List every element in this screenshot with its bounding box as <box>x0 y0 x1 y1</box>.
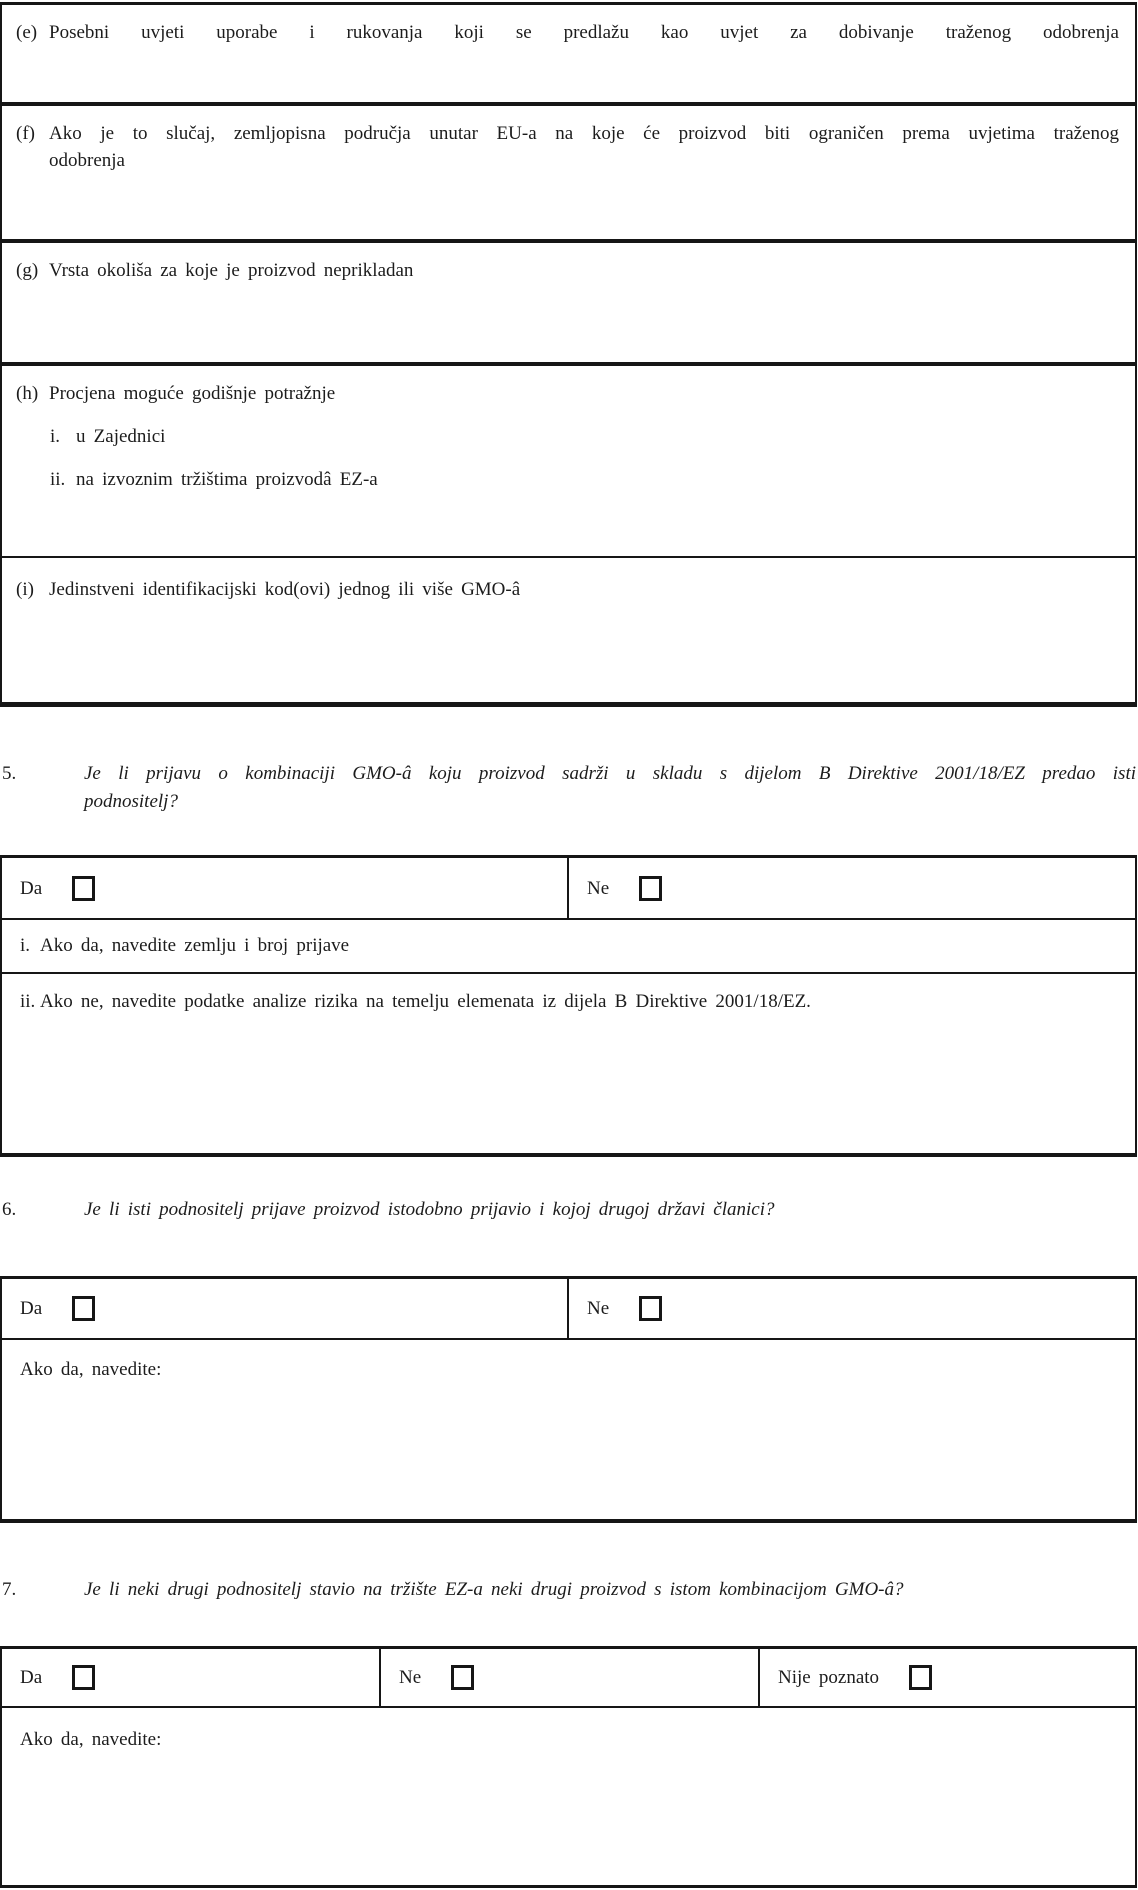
q7-ne-label: Ne <box>399 1667 422 1688</box>
q7-ne-checkbox[interactable] <box>451 1665 474 1690</box>
question-6-option-row <box>2 1279 1135 1340</box>
row-h-subitem-i-label: i. <box>50 426 61 447</box>
q7-option-da <box>2 1649 381 1706</box>
row-h-subitem-i-text: u Zajednici <box>76 426 166 447</box>
q7-option-nije-poznato <box>760 1649 1135 1706</box>
q5-option-da <box>2 858 569 918</box>
q6-ne-checkbox[interactable] <box>639 1296 662 1321</box>
q7-option-ne <box>381 1649 760 1706</box>
row-h-label: (h) <box>16 383 39 404</box>
row-h-subitem-i <box>50 423 1119 450</box>
row-f-text-line1: Ako je to slučaj, zemljopisna područja unutar EU-a na koje će proizvod biti ograničen prema uvjetima traženog <box>49 123 1119 144</box>
q6-followup <box>2 1340 1135 1519</box>
row-h-subitem-ii-text: na izvoznim tržištima proizvodâ EZ-a <box>76 469 378 490</box>
row-g <box>2 243 1135 366</box>
row-h-subitem-ii-label: ii. <box>50 469 66 490</box>
q7-answer-area <box>20 1753 1119 1890</box>
row-i-label: (i) <box>16 579 34 600</box>
q5-ne-checkbox[interactable] <box>639 876 662 901</box>
q5-followup-i-label: i. <box>20 935 31 956</box>
question-7 <box>0 1576 1138 1604</box>
row-h <box>2 366 1135 558</box>
q5-answer-area <box>20 1015 1119 1180</box>
q6-da-label: Da <box>20 1298 43 1319</box>
q7-followup <box>2 1708 1135 1885</box>
q5-option-ne <box>569 858 1135 918</box>
q7-followup-text: Ako da, navedite: <box>20 1729 162 1750</box>
row-f-text-line2: odobrenja <box>49 150 125 171</box>
q7-da-label: Da <box>20 1667 43 1688</box>
row-i <box>2 558 1135 702</box>
question-7-option-row <box>2 1649 1135 1708</box>
q6-option-ne <box>569 1279 1135 1338</box>
q5-followup-i-text: Ako da, navedite zemlju i broj prijave <box>40 935 350 956</box>
q7-nije-poznato-checkbox[interactable] <box>909 1665 932 1690</box>
question-6 <box>0 1196 1138 1224</box>
q5-da-label: Da <box>20 877 43 899</box>
question-5-option-row <box>2 858 1135 920</box>
q6-answer-area <box>20 1383 1119 1546</box>
question-5-text-line1: Je li prijavu o kombinaciji GMO-â koju proizvod sadrži u skladu s dijelom B Direktive 2001/18/EZ predao isti <box>84 763 1136 784</box>
row-f-label: (f) <box>16 123 35 144</box>
q5-followup-ii-text: Ako ne, navedite podatke analize rizika na temelju elemenata iz dijela B Direktive 2001/18/EZ. <box>40 991 811 1012</box>
conditions-table <box>0 2 1137 707</box>
row-f <box>2 106 1135 243</box>
q5-da-checkbox[interactable] <box>72 876 95 901</box>
q6-option-da <box>2 1279 569 1338</box>
row-e-label: (e) <box>16 22 38 43</box>
q7-da-checkbox[interactable] <box>72 1665 95 1690</box>
q5-followup-i <box>2 920 1135 974</box>
question-6-number: 6. <box>2 1199 17 1220</box>
question-5-number: 5. <box>2 763 17 784</box>
q5-followup-ii <box>2 974 1135 1153</box>
row-g-text: Vrsta okoliša za koje je proizvod neprikladan <box>49 260 414 281</box>
row-i-text: Jedinstveni identifikacijski kod(ovi) jednog ili više GMO-â <box>49 579 521 600</box>
question-5-text-line2: podnositelj? <box>84 791 178 812</box>
q6-da-checkbox[interactable] <box>72 1296 95 1321</box>
q6-followup-text: Ako da, navedite: <box>20 1359 162 1380</box>
row-g-label: (g) <box>16 260 39 281</box>
q5-ne-label: Ne <box>587 877 610 899</box>
question-7-answer-table <box>0 1646 1137 1888</box>
question-7-text: Je li neki drugi podnositelj stavio na tržište EZ-a neki drugi proizvod s istom kombinacijom GMO-â? <box>84 1579 904 1600</box>
q7-nije-poznato-label: Nije poznato <box>778 1667 880 1688</box>
row-e-text: Posebni uvjeti uporabe i rukovanja koji se predlažu kao uvjet za dobivanje traženog odobrenja <box>49 22 1119 43</box>
row-h-subitem-ii <box>50 466 1119 493</box>
question-5 <box>0 760 1138 816</box>
q5-followup-ii-label: ii. <box>20 991 36 1012</box>
q6-ne-label: Ne <box>587 1298 610 1319</box>
row-h-text: Procjena moguće godišnje potražnje <box>49 383 336 404</box>
row-e <box>2 5 1135 106</box>
question-5-answer-table <box>0 855 1137 1157</box>
question-6-text: Je li isti podnositelj prijave proizvod istodobno prijavio i kojoj drugoj državi članici? <box>84 1199 775 1220</box>
question-6-answer-table <box>0 1276 1137 1523</box>
question-7-number: 7. <box>2 1579 17 1600</box>
